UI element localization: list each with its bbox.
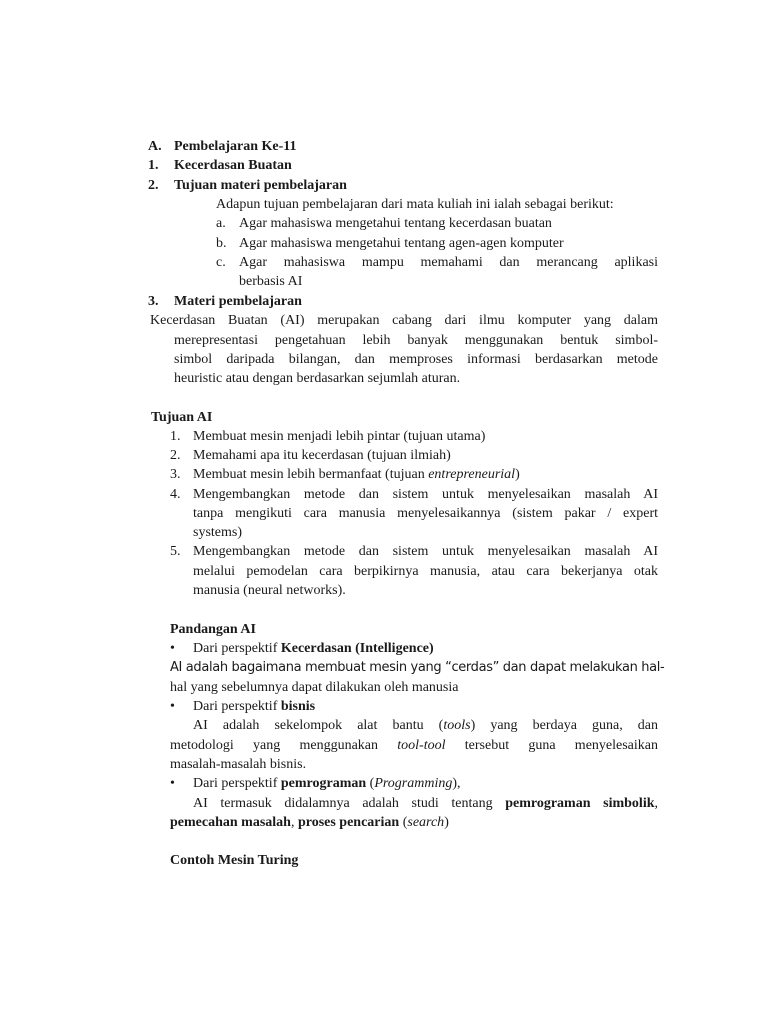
materi-line-1: Kecerdasan Buatan (AI) merupakan cabang dari ilmu komputer yang dalam (150, 313, 658, 328)
tujuan-ai-item-3: 3. Membuat mesin lebih bermanfaat (tujuan entrepreneurial) (170, 467, 520, 482)
tujuan-ai-item-4-line-1: Mengembangkan metode dan sistem untuk menyelesaikan masalah AI (193, 487, 658, 502)
tujuan-ai-item-4-marker: 4. (170, 487, 181, 502)
tujuan-ai-item-5-line-3: manusia (neural networks). (193, 583, 346, 598)
tujuan-materi-intro: Adapun tujuan pembelajaran dari mata kuliah ini ialah sebagai berikut: (216, 197, 614, 212)
pandangan-point-1-line-2: hal yang sebelumnya dapat dilakukan oleh manusia (170, 680, 459, 695)
tujuan-materi-item-c-marker: c. (216, 255, 226, 270)
pandangan-point-2-line-2: metodologi yang menggunakan tool-tool tersebut guna menyelesaikan (170, 738, 658, 753)
section-a-heading (148, 137, 296, 156)
materi-line-4: heuristic atau dengan berdasarkan sejumlah aturan. (174, 371, 461, 386)
tujuan-ai-item-4-line-3: systems) (193, 525, 242, 540)
section-1-title: Kecerdasan Buatan (174, 158, 292, 173)
contoh-heading: Contoh Mesin Turing (170, 853, 299, 868)
tujuan-ai-item-5-line-2: melalui pemodelan cara berpikirnya manusia, atau cara bekerjanya otak (193, 564, 658, 579)
pandangan-point-3: • Dari perspektif pemrograman (Programming), (170, 776, 461, 791)
materi-line-3: simbol daripada bilangan, dan memproses informasi berdasarkan metode (174, 352, 658, 367)
pandangan-point-3-line-2: pemecahan masalah, proses pencarian (search) (170, 815, 449, 830)
tujuan-ai-item-4-line-2: tanpa mengikuti cara manusia menyelesaikannya (sistem pakar / expert (193, 506, 658, 521)
section-2-marker: 2. (148, 178, 159, 193)
tujuan-materi-item-c: Agar mahasiswa mampu memahami dan merancang aplikasi (239, 255, 658, 270)
materi-line-2: merepresentasi pengetahuan lebih banyak menggunakan bentuk simbol- (174, 333, 658, 348)
tujuan-materi-item-a: a. Agar mahasiswa mengetahui tentang kecerdasan buatan (216, 216, 552, 231)
tujuan-ai-item-2: 2. Memahami apa itu kecerdasan (tujuan ilmiah) (170, 448, 451, 463)
section-a-title: Pembelajaran Ke-11 (174, 139, 297, 154)
section-3-title: Materi pembelajaran (174, 294, 302, 309)
pandangan-point-2-line-3: masalah-masalah bisnis. (170, 757, 307, 772)
tujuan-materi-item-c-cont: berbasis AI (239, 274, 303, 289)
pandangan-point-1-line-1: AI adalah bagaimana membuat mesin yang “cerdas” dan dapat melakukan hal- (170, 660, 665, 675)
section-3-heading (148, 292, 302, 311)
pandangan-point-1: • Dari perspektif Kecerdasan (Intelligence) (170, 641, 434, 656)
pandangan-heading: Pandangan AI (170, 622, 256, 637)
section-2-title: Tujuan materi pembelajaran (174, 178, 347, 193)
section-1-marker: 1. (148, 158, 159, 173)
tujuan-ai-item-5-line-1: Mengembangkan metode dan sistem untuk menyelesaikan masalah AI (193, 544, 658, 559)
tujuan-ai-heading: Tujuan AI (151, 410, 213, 425)
section-a-marker: A. (148, 139, 162, 154)
tujuan-ai-item-1: 1. Membuat mesin menjadi lebih pintar (tujuan utama) (170, 429, 486, 444)
tujuan-materi-item-b: b. Agar mahasiswa mengetahui tentang agen-agen komputer (216, 236, 564, 251)
section-1-heading (148, 156, 292, 175)
section-2-heading (148, 176, 347, 195)
tujuan-ai-item-5-marker: 5. (170, 544, 181, 559)
pandangan-point-2-line-1: AI adalah sekelompok alat bantu (tools) yang berdaya guna, dan (193, 718, 659, 733)
pandangan-point-3-line-1: AI termasuk didalamnya adalah studi tentang pemrograman simbolik, (193, 796, 658, 811)
bullet-icon: • (170, 699, 175, 714)
bullet-icon: • (170, 776, 175, 791)
section-3-marker: 3. (148, 294, 159, 309)
pandangan-point-2: • Dari perspektif bisnis (170, 699, 316, 714)
bullet-icon: • (170, 641, 175, 656)
